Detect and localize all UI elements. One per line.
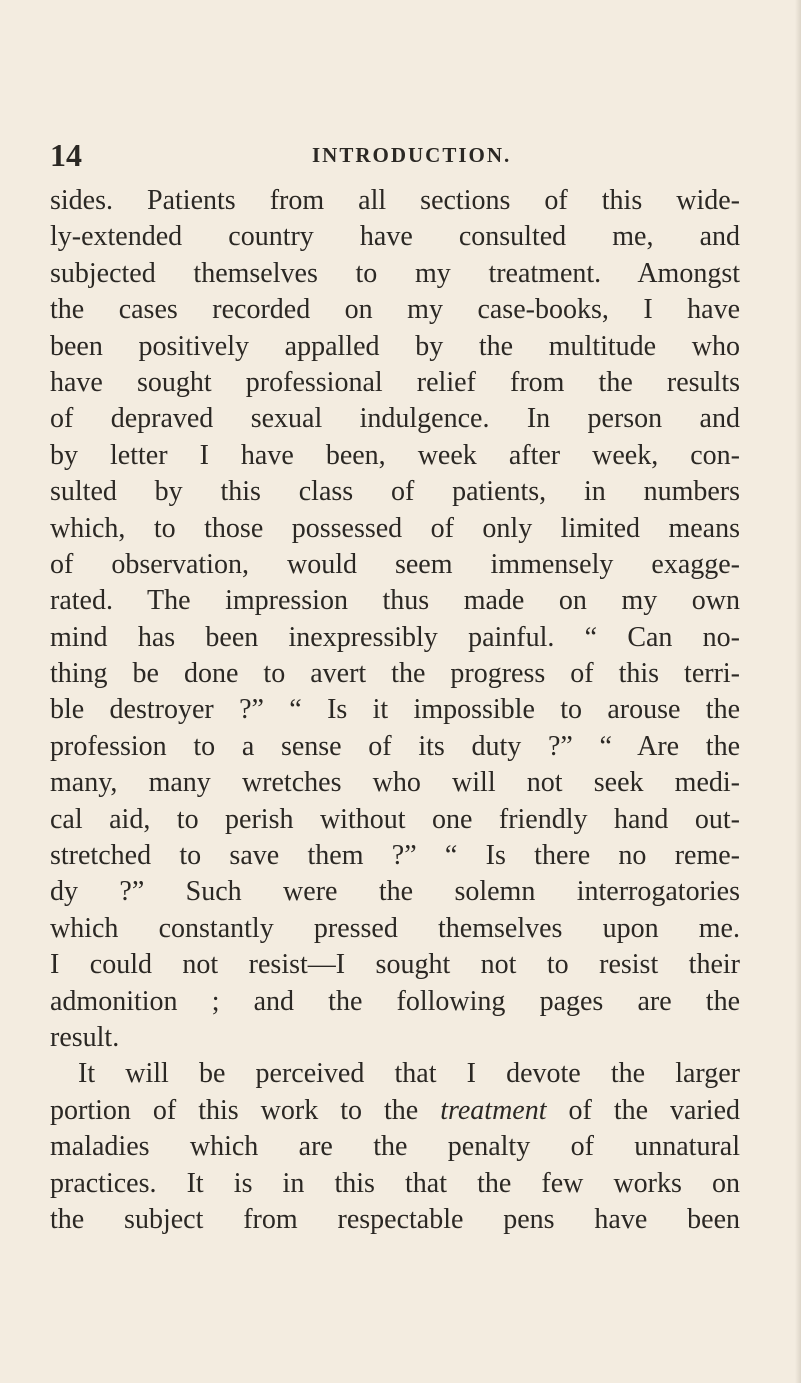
- text-line: I could not resist—I sought not to resist their: [50, 949, 740, 981]
- italic-word: treatment: [440, 1094, 547, 1126]
- text-line: practices. It is in this that the few works on: [50, 1167, 740, 1199]
- body-text: [50, 183, 740, 1238]
- text-line: have sought professional relief from the results: [50, 366, 740, 398]
- text-line: the subject from respectable pens have been: [50, 1203, 740, 1235]
- text-line: profession to a sense of its duty ?” “ Are the: [50, 730, 740, 762]
- text-line: admonition ; and the following pages are the: [50, 985, 740, 1017]
- text-line: mind has been inexpressibly painful. “ Can no-: [50, 621, 740, 653]
- text-line: ly-extended country have consulted me, and: [50, 221, 740, 253]
- text-line-paragraph-end: result.: [50, 1021, 120, 1053]
- text-line: rated. The impression thus made on my own: [50, 585, 740, 617]
- text-line-with-italic: [50, 1093, 740, 1129]
- page-header: [50, 137, 740, 173]
- text-segment: portion of this work to the: [50, 1094, 441, 1126]
- paragraph-first-line: It will be perceived that I devote the larger: [78, 1058, 740, 1090]
- running-head: INTRODUCTION.: [312, 143, 512, 167]
- text-line: subjected themselves to my treatment. Amongst: [50, 257, 740, 289]
- text-line: by letter I have been, week after week, con-: [50, 439, 740, 471]
- text-line: ble destroyer ?” “ Is it impossible to arouse the: [50, 694, 740, 726]
- text-line: many, many wretches who will not seek medi-: [50, 767, 740, 799]
- text-line: been positively appalled by the multitude who: [50, 330, 740, 362]
- text-line: maladies which are the penalty of unnatural: [50, 1131, 740, 1163]
- text-line: of depraved sexual indulgence. In person and: [50, 403, 740, 435]
- text-line: of observation, would seem immensely exagge-: [50, 548, 740, 580]
- text-line: which constantly pressed themselves upon me.: [50, 912, 740, 944]
- text-line: sides. Patients from all sections of this wide-: [50, 185, 740, 216]
- text-line: the cases recorded on my case-books, I have: [50, 294, 740, 326]
- text-line: stretched to save them ?” “ Is there no reme-: [50, 840, 740, 872]
- page-number: 14: [50, 137, 82, 173]
- text-line: sulted by this class of patients, in numbers: [50, 476, 740, 508]
- text-line: dy ?” Such were the solemn interrogatories: [50, 876, 740, 908]
- page-edge-shadow: [795, 0, 801, 1383]
- text-line: which, to those possessed of only limited means: [50, 512, 740, 544]
- text-line: thing be done to avert the progress of this terri-: [50, 658, 740, 690]
- text-segment: of the varied: [546, 1094, 740, 1126]
- text-line: cal aid, to perish without one friendly hand out-: [50, 803, 740, 835]
